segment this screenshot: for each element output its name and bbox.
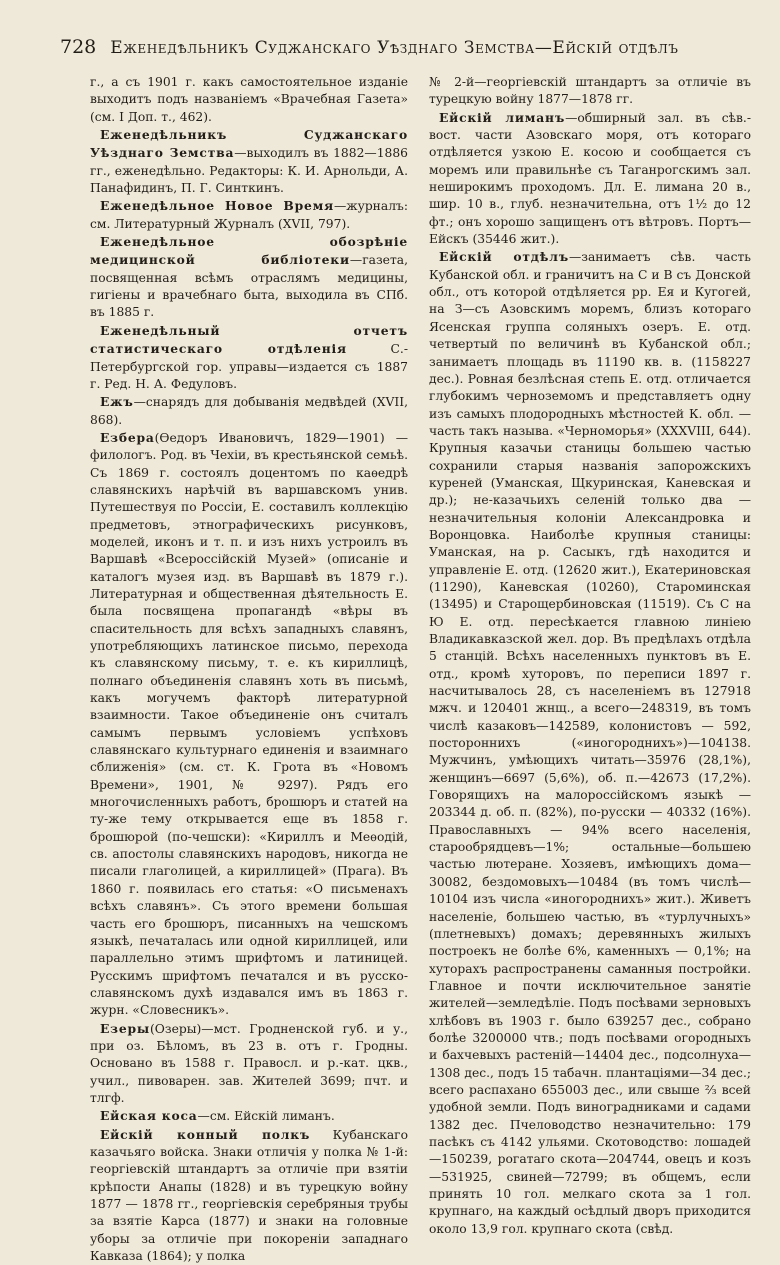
- entry-headword: Еженедѣльное обозрѣніе медицинской библіотеки: [90, 234, 408, 268]
- entry-paragraph: [90, 1126, 408, 1265]
- entry-text: С.-Петербургской гор. управы—издается съ 1887 г. Ред. Н. А. Федуловъ.: [90, 342, 408, 391]
- entry-headword: Езбера: [100, 429, 155, 445]
- left-column: [90, 74, 409, 1264]
- entry-paragraph: [90, 429, 408, 1020]
- entry-paragraph: [90, 197, 408, 233]
- entry-text: —журналъ: см. Литературный Журналъ (XVII, 797).: [90, 199, 408, 231]
- right-column: [429, 74, 752, 1236]
- entry-text: —выходилъ въ 1882—1886 гг., еженедѣльно. Редакторы: К. И. Арнольди, А. Панафидинъ, П. Г. Синткинъ.: [90, 146, 408, 196]
- entry-paragraph: [429, 74, 751, 109]
- entry-text: г., а съ 1901 г. какъ самостоятельное изданіе выходитъ подъ названіемъ «Врачебная Газета» (см. I Доп. т., 462).: [90, 75, 408, 124]
- entry-paragraph: [90, 74, 408, 126]
- entry-headword: Ейскій конный полкъ: [100, 1126, 311, 1142]
- entry-paragraph: [90, 1020, 408, 1108]
- entry-text: № 2-й—георгіевскій штандартъ за отличіе въ турецкую войну 1877—1878 гг.: [429, 75, 751, 107]
- entry-text: —см. Ейскій лиманъ.: [197, 1109, 335, 1124]
- entry-paragraph: [90, 322, 408, 393]
- entry-headword: Еженедѣльный отчетъ статистическаго отдѣленія: [90, 322, 408, 357]
- page-header: [60, 36, 760, 58]
- entry-headword: Ейскій лиманъ: [439, 109, 566, 125]
- entry-headword: Еженедѣльникъ Суджанскаго Уѣзднаго Земства: [90, 127, 408, 161]
- entry-headword: Ейскій отдѣлъ: [439, 249, 569, 265]
- entry-text: (Озеры)—мст. Гродненской губ. и у., при оз. Бѣломъ, въ 23 в. отъ г. Гродны. Основано въ 1588 г. Правосл. и р.-кат. цкв., учил., пивоварен. зав. Жителей 3699; пчт. и тлгф.: [90, 1021, 408, 1105]
- entry-text: —обширный зал. въ сѣв.-вост. части Азовскаго моря, отъ котораго отдѣляется узкою Е. косою и сообщается съ моремъ или правильнѣе съ Таганрогскимъ зал. неширокимъ проходомъ. Дл. Е. лимана 20 в., шир. 10 в., глуб. незначительна, отъ 1½ до 12 фт.; онъ хорошо защищенъ отъ вѣтровъ. Портъ—Ейскъ (35446 жит.).: [429, 110, 751, 247]
- entry-headword: Ейская коса: [100, 1108, 198, 1124]
- entry-paragraph: [90, 233, 408, 322]
- entry-paragraph: [429, 248, 751, 1238]
- entry-text: (Ѳедоръ Ивановичъ, 1829—1901) —филологъ. Род. въ Чехіи, въ крестьянской семьѣ. Съ 1869 г. состоялъ доцентомъ по каѳедрѣ славянскихъ нарѣчій въ варшавскомъ унив. Путешествуя по Россіи, Е. составилъ коллекцію предметовъ, этнографическихъ рисунковъ, моделей, иконъ и т. п. и изъ нихъ устроилъ въ Варшавѣ «Всероссійскій Музей» (описаніе и каталогъ музея изд. въ Варшавѣ въ 1879 г.). Литературная и общественная дѣятельность Е. была посвящена пропагандѣ «вѣры въ спасительность для всѣхъ западныхъ славянъ, употребляющихъ латинское письмо, перехода къ славянскому письму, т. е. къ кириллицѣ, полнаго объединенія славянъ хоть въ письмѣ, какъ могучемъ факторѣ литературной взаимности. Такое объединеніе онъ считалъ самымъ первымъ условіемъ успѣховъ славянскаго культурнаго единенія и взаимнаго сближенія» (см. ст. К. Грота въ «Новомъ Времени», 1901, № 9297). Рядъ его многочисленныхъ работъ, брошюръ и статей на ту-же тему открывается еще въ 1858 г. брошюрой (по-чешски): «Кириллъ и Меѳодій, св. апостолы славянскихъ народовъ, никогда не писали глаголицей, а кириллицей» (Прага). Въ 1860 г. появилась его статья: «О письменахъ всѣхъ славянъ». Съ этого времени большая часть его брошюръ, писанныхъ на чешскомъ языкѣ, печаталась или одной кириллицей, или параллельно этимъ шрифтомъ и латиницей. Русскимъ шрифтомъ печатался и въ русско-славянскомъ духѣ издавался имъ въ 1863 г. журн. «Словесникъ».: [90, 430, 408, 1018]
- running-title: Еженедѣльникъ Суджанскаго Уѣзднаго Земства—Ейскій отдѣлъ: [110, 38, 679, 58]
- page-number: 728: [60, 36, 97, 58]
- entry-text: —снарядъ для добыванія медвѣдей (XVII, 868).: [90, 395, 408, 427]
- entry-paragraph: [90, 1107, 408, 1125]
- entry-headword: Езеры: [100, 1020, 150, 1036]
- entry-paragraph: [90, 393, 408, 429]
- entry-text: Кубанскаго казачьяго войска. Знаки отличія у полка № 1-й: георгіевскій штандартъ за отличіе при взятіи крѣпости Анапы (1828) и въ турецкую войну 1877 — 1878 гг., георгіевскія серебряныя трубы за взятіе Карса (1877) и знаки на головные уборы за отличіе при покореніи западнаго Кавказа (1864); у полка: [90, 1127, 409, 1264]
- entry-headword: Еженедѣльное Новое Время: [100, 198, 334, 214]
- entry-paragraph: [90, 126, 408, 197]
- entry-text: —газета, посвященная всѣмъ отраслямъ медицины, гигіены и врачебнаго быта, выходила въ СПб. въ 1885 г.: [90, 253, 408, 320]
- entry-headword: Ежъ: [100, 394, 134, 410]
- entry-paragraph: [429, 109, 751, 249]
- entry-text: —занимаетъ сѣв. часть Кубанской обл. и граничитъ на С и В съ Донской обл., отъ которой отдѣляется рр. Ея и Кугогей, на З—съ Азовскимъ моремъ, близъ котораго Ясенская группа соляныхъ озеръ. Е. отд. четвертый по величинѣ въ Кубанской обл.; занимаетъ площадь въ 11190 кв. в. (1158227 дес.). Ровная безлѣсная степь Е. отд. отличается глубокимъ черноземомъ и представляетъ одну изъ самыхъ плодородныхъ мѣстностей К. обл. —часть такъ называ. «Черноморья» (XXXVIII, 644). Крупныя казачьи станицы большею частью сохранили старыя названія запорожскихъ куреней (Уманская, Щкуринская, Каневская и др.); не-казачьихъ селеній только два — незначительныя колоніи Александровка и Воронцовка. Наиболѣе крупныя станицы: Уманская, на р. Сасыкъ, гдѣ находится и управленіе Е. отд. (12620 жит.), Екатериновская (11290), Каневская (10260), Староминская (13495) и Старощербиновская (11519). Съ С на Ю Е. отд. пересѣкается главною линіею Владикавказской жел. дор. Въ предѣлахъ отдѣла 5 станцій. Всѣхъ населенныхъ пунктовъ въ Е. отд., кромѣ хуторовъ, по переписи 1897 г. насчитывалось 28, съ населеніемъ въ 127918 мжч. и 120401 жнщ., а всего—248319, въ томъ числѣ казаковъ—142589, колонистовъ — 592, постороннихъ («иногороднихъ»)—104138. Мужчинъ, умѣющихъ читать—35976 (28,1%), женщинъ—6697 (5,6%), об. п.—42673 (17,2%). Говорящихъ на малороссійскомъ языкѣ — 203344 д. об. п. (82%), по-русски — 40332 (16%). Православныхъ — 94% всего населенія, старообрядцевъ—1%; остальные—большею частью лютеране. Хозяевъ, имѣющихъ дома—30082, бездомовыхъ—10484 (въ томъ числѣ—10104 изъ числа «иногороднихъ» жит.). Живетъ населеніе, большею частью, въ «турлучныхъ» (плетневыхъ) домахъ; деревянныхъ жилыхъ построекъ не болѣе 6%, каменныхъ — 0,1%; на хуторахъ распространены саманныя постройки. Главное и почти исключительное занятіе жителей—земледѣліе. Подъ посѣвами зерновыхъ хлѣбовъ въ 1903 г. было 639257 дес., собрано болѣе 3200000 чтв.; подъ посѣвами огородныхъ и бахчевыхъ растеній—14404 дес., подсолнуха—1308 дес., подъ 15 табачн. плантаціями—34 дес.; всего распахано 655003 дес., или свыше ⅔ всей удобной земли. Подъ виноградниками и садами 1382 дес. Пчеловодство незначительно: 179 пасѣкъ съ 4142 ульями. Скотоводство: лошадей—150239, рогатаго скота—204744, овецъ и козъ—531925, свиней—72799; въ общемъ, если принять 10 гол. мелкаго скота за 1 гол. крупнаго, на каждый осѣдлый дворъ приходится около 13,9 гол. крупнаго скота (свѣд.: [429, 250, 752, 1236]
